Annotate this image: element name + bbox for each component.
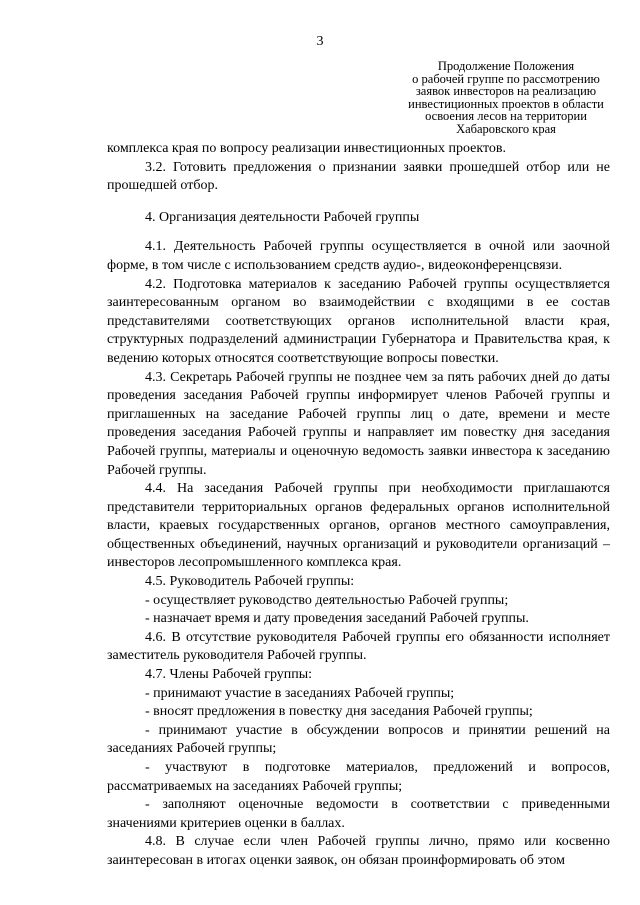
document-header [396,60,616,135]
header-line: о рабочей группе по рассмотрению [412,71,600,86]
header-line: Продолжение Положения [437,59,575,73]
paragraph: 4.8. В случае если член Рабочей группы лично, прямо или косвенно заинтересован в итогах оценки заявок, он обязан проинформировать об этом [107,834,610,868]
list-item: - вносят предложения в повестку дня заседания Рабочей группы; [145,704,533,720]
list-item: - участвуют в подготовке материалов, предложений и вопросов, рассматриваемых на заседаниях Рабочей группы; [107,760,610,794]
list-item: - осуществляет руководство деятельностью Рабочей группы; [145,592,509,608]
list-item: - назначает время и дату проведения заседаний Рабочей группы. [145,611,529,627]
header-line: заявок инвесторов на реализацию [415,84,597,98]
paragraph: 4.1. Деятельность Рабочей группы осуществляется в очной или заочной форме, в том числе с использованием средств аудио-, видеоконференцсвязи. [107,239,610,273]
paragraph: 3.2. Готовить предложения о признании заявки прошедшей отбор или не прошедшей отбор. [107,159,610,194]
paragraph: 4.2. Подготовка материалов к заседанию Рабочей группы осуществляется заинтересованным органом во взаимодействии с входящими в ее состав представителями соответствующих органов исполнительной власти края, структурных подразделений администрации Губернатора и Правительства края, к ведению которых относятся соответствующие вопросы повестки. [107,276,610,366]
paragraph: 4.5. Руководитель Рабочей группы: [145,574,355,590]
paragraph: 4.3. Секретарь Рабочей группы не позднее чем за пять рабочих дней до даты проведения заседания Рабочей группы информирует членов Рабочей группы и приглашенных на заседание Рабочей группы лиц о дате, времени и месте проведения заседания Рабочей группы и направляет им повестку дня заседания Рабочей группы, материалы и оценочную ведомость заявки инвестора к заседанию Рабочей группы. [107,369,610,478]
section-heading: 4. Организация деятельности Рабочей группы [145,209,420,225]
header-line: освоения лесов на территории [425,109,587,123]
list-item: - заполняют оценочные ведомости в соответствии с приведенными значениями критериев оценки в баллах. [107,797,610,831]
header-line: инвестиционных проектов в области [408,96,604,111]
document-body [107,140,610,871]
paragraph: 4.4. На заседания Рабочей группы при необходимости приглашаются представители территориальных органов федеральных органов исполнительной власти, краевых государственных органов, органов местного самоуправления, общественных объединений, научных организаций и руководители организаций – инвесторов лесопромышленного комплекса края. [107,481,610,571]
paragraph: комплекса края по вопросу реализации инвестиционных проектов. [107,141,506,156]
paragraph: 4.7. Члены Рабочей группы: [145,667,313,683]
list-item: - принимают участие в заседаниях Рабочей группы; [145,685,455,701]
list-item: - принимают участие в обсуждении вопросов и принятии решений на заседаниях Рабочей группы; [107,722,610,757]
page-number: 3 [316,34,324,49]
header-line: Хабаровского края [456,121,556,136]
paragraph: 4.6. В отсутствие руководителя Рабочей группы его обязанности исполняет заместитель руководителя Рабочей группы. [107,629,610,664]
